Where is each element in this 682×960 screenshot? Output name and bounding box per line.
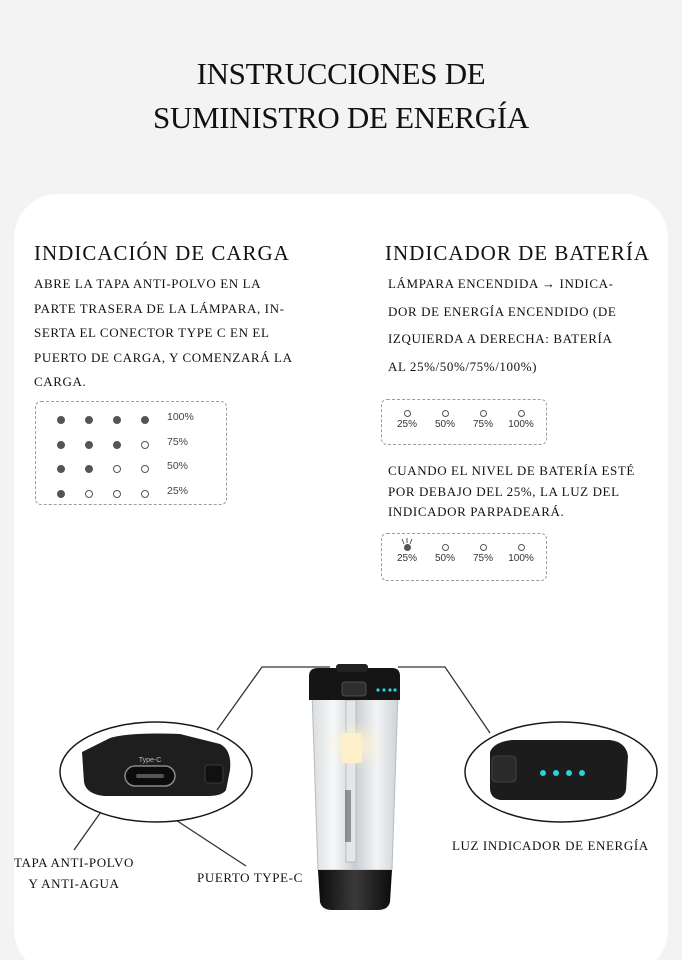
power-light-label: LUZ INDICADOR DE ENERGÍA	[452, 838, 649, 853]
charge-level-label: 100%	[167, 411, 194, 423]
title-line-1: INSTRUCCIONES DE	[196, 56, 486, 91]
battery-led-label: 25%	[396, 553, 417, 564]
battery-led-label: 75%	[472, 419, 493, 430]
battery-text-line: LÁMPARA ENCENDIDA → INDICA-	[388, 276, 614, 291]
charge-level-label: 50%	[167, 460, 189, 472]
charging-text-line: PARTE TRASERA DE LA LÁMPARA, IN-	[34, 300, 285, 316]
charging-text-line: CARGA.	[34, 374, 87, 389]
dust-cap-label	[6, 852, 142, 894]
title-line-2: SUMINISTRO DE ENERGÍA	[152, 100, 530, 135]
battery-text-line: DOR DE ENERGÍA ENCENDIDO (DE	[388, 303, 617, 319]
usb-port-label: PUERTO TYPE-C	[197, 870, 303, 885]
battery-text-line: IZQUIERDA A DERECHA: BATERÍA	[388, 331, 613, 346]
power-indicator-detail	[465, 722, 657, 822]
battery-led-label: 100%	[508, 553, 534, 564]
charge-level-label: 75%	[167, 435, 189, 448]
low-battery-text-line: INDICADOR PARPADEARÁ.	[388, 504, 565, 519]
battery-led-label: 25%	[396, 419, 417, 430]
battery-led-label: 100%	[508, 419, 534, 430]
lamp-body	[309, 664, 400, 910]
dust-cap-label-line: TAPA ANTI-POLVO	[13, 855, 135, 870]
dust-cap-label-line: Y ANTI-AGUA	[28, 876, 120, 891]
low-battery-text-line: CUANDO EL NIVEL DE BATERÍA ESTÉ	[388, 463, 635, 478]
type-c-port-detail	[60, 722, 252, 822]
battery-led-label: 75%	[472, 553, 493, 564]
low-battery-text-line: POR DEBAJO DEL 25%, LA LUZ DEL	[388, 483, 620, 499]
charging-text-line: PUERTO DE CARGA, Y COMENZARÁ LA	[34, 349, 293, 365]
battery-led-label: 50%	[434, 553, 455, 564]
battery-text-line: AL 25%/50%/75%/100%)	[388, 358, 538, 374]
charging-section-title: INDICACIÓN DE CARGA	[34, 241, 290, 265]
battery-led-label: 50%	[434, 419, 455, 430]
battery-section-title: INDICADOR DE BATERÍA	[385, 241, 650, 265]
charging-text-line: SERTA EL CONECTOR TYPE C EN EL	[34, 325, 270, 340]
type-c-marking: Type-C	[138, 757, 162, 764]
charging-text-line: ABRE LA TAPA ANTI-POLVO EN LA	[34, 276, 262, 291]
charge-level-label: 25%	[167, 484, 189, 497]
